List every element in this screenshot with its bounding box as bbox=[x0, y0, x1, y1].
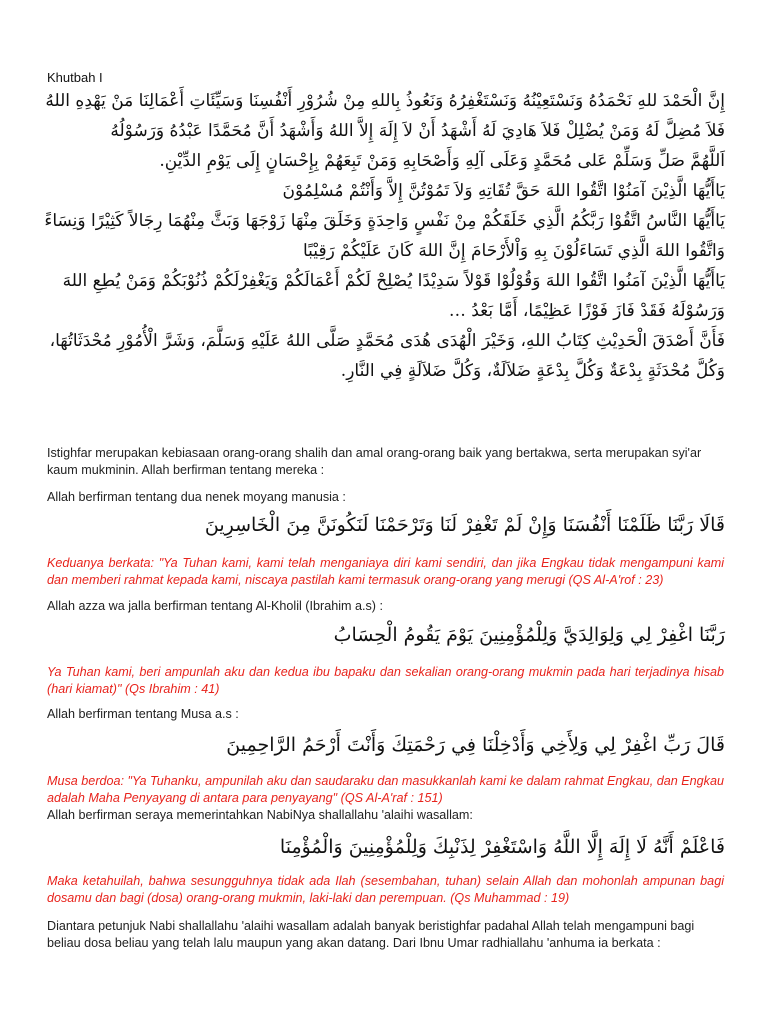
verse-translation: Maka ketahuilah, bahwa sesungguhnya tidak ada Ilah (sesembahan, tuhan) selain Allah dan mohonlah ampunan bagi dosamu dan bagi (dosa) orang-orang mukmin, laki-laki dan perempuan. (Qs Muhammad : 19) bbox=[47, 874, 724, 905]
verse-translation: Ya Tuhan kami, beri ampunlah aku dan kedua ibu bapaku dan sekalian orang-orang mukmin pada hari terjadinya hisab (hari kiamat)" (Qs Ibrahim : 41) bbox=[47, 665, 724, 696]
verse-translation: Keduanya berkata: "Ya Tuhan kami, kami telah menganiaya diri kami sendiri, dan jika Engkau tidak mengampuni kami dan memberi rahmat kepada kami, niscaya pastilah kami termasuk orang-orang yang merugi (QS Al-A'rof : 23) bbox=[47, 556, 724, 587]
arabic-paragraph: يَاأَيُّهَا النَّاسُ اتَّقُوْا رَبَّكُمُ الَّذِي خَلَقَكُمْ مِنْ نَفْسٍ وَاحِدَةٍ وَخَلَقَ مِنْهَا زَوْجَهَا وَبَثَّ مِنْهُمَا رِجَالاً كَثِيْرًا وَنِسَاءً وَاتَّقُوا اللهَ الَّذِي تَسَاءَلُوْنَ بِهِ وَاْلأَرْحَامَ إِنَّ اللهَ كَانَ عَلَيْكُمْ رَقِيْبًا bbox=[44, 211, 725, 261]
arabic-verse: فَاعْلَمْ أَنَّهُ لَا إِلَهَ إِلَّا اللَّهُ وَاسْتَغْفِرْ لِذَنْبِكَ وَلِلْمُؤْمِنِينَ وَالْمُؤْمِنَا bbox=[279, 836, 725, 858]
arabic-paragraph: فَأَنَّ أَصْدَقَ الْحَدِيْثِ كِتَابُ اللهِ، وَخَيْرَ الْهُدَى هُدَى مُحَمَّدٍ صَلَّى اللهُ عَلَيْهِ وَسَلَّمَ، وَشَرَّ الْأُمُوْرِ مُحْدَثَاتُهَا، وَكُلَّ مُحْدَثَةٍ بِدْعَةٌ وَكُلَّ بِدْعَةٍ ضَلاَلَةٌ، وَكُلَّ ضَلاَلَةٍ فِي النَّارِ. bbox=[49, 331, 725, 381]
body-paragraph: Istighfar merupakan kebiasaan orang-orang shalih dan amal orang-orang baik yang bertakwa, serta merupakan syi'ar kaum mukminin. Allah berfirman tentang mereka : bbox=[47, 446, 702, 477]
body-paragraph: Allah berfirman seraya memerintahkan NabiNya shallallahu 'alaihi wasallam: bbox=[47, 808, 473, 822]
page-heading: Khutbah I bbox=[47, 70, 103, 85]
body-paragraph: Allah berfirman tentang Musa a.s : bbox=[47, 707, 239, 721]
arabic-paragraph: يَاأَيُّهَا الَّذِيْنَ آمَنُوا اتَّقُوا اللهَ وَقُوْلُوْا قَوْلاً سَدِيْدًا يُصْلِحْ لَكُمْ أَعْمَالَكُمْ وَيَغْفِرْلَكُمْ ذُنُوْبَكُمْ وَمَنْ يُطِعِ اللهَ وَرَسُوْلَهُ فَقَدْ فَازَ فَوْزًا عَظِيْمًا، أَمَّا بَعْدُ … bbox=[62, 271, 725, 321]
arabic-paragraph: اَللَّهُمَّ صَلِّ وَسَلِّمْ عَلى مُحَمَّدٍ وَعَلَى آلِهِ وَأَصْحَابِهِ وَمَنْ تَبِعَهُمْ بِإِحْسَانٍ إِلَى يَوْمِ الدِّيْنِ. bbox=[159, 151, 725, 171]
arabic-paragraph: يَاأَيُّهَا الَّذِيْنَ آمَنُوْا اتَّقُوا اللهَ حَقَّ تُقَاتِهِ وَلاَ تَمُوْتُنَّ إِلاَّ وَأَنْتُمْ مُسْلِمُوْنَ bbox=[282, 181, 725, 201]
body-paragraph: Diantara petunjuk Nabi shallallahu 'alaihi wasallam adalah banyak beristighfar padahal Allah telah mengampuni bagi beliau dosa beliau yang telah lalu maupun yang akan datang. Dari Ibnu Umar radhiallahu 'anhuma ia berkata : bbox=[47, 919, 695, 950]
arabic-verse: قَالَ رَبِّ اغْفِرْ لِي وَلِأَخِي وَأَدْخِلْنَا فِي رَحْمَتِكَ وَأَنْتَ أَرْحَمُ الرَّاحِمِينَ bbox=[226, 734, 725, 756]
arabic-verse: قَالَا رَبَّنَا ظَلَمْنَا أَنْفُسَنَا وَإِنْ لَمْ تَغْفِرْ لَنَا وَتَرْحَمْنَا لَنَكُونَنَّ مِنَ الْخَاسِرِينَ bbox=[204, 514, 725, 536]
arabic-paragraph: إِنَّ الْحَمْدَ للهِ نَحْمَدُهُ وَنَسْتَعِيْنُهُ وَنَسْتَغْفِرُهُ وَنَعُوذُ بِاللهِ مِنْ شُرُوْرِ أَنْفُسِنَا وَسَيِّئَاتِ أَعْمَالِنَا مَنْ يَهْدِهِ اللهُ فَلاَ مُضِلَّ لَهُ وَمَنْ يُضْلِلْ فَلاَ هَادِيَ لَهُ أَشْهَدُ أَنْ لاَ إِلَهَ إِلاَّ اللهُ وَأَشْهَدُ أَنَّ مُحَمَّدًا عَبْدُهُ وَرَسُوْلُهُ bbox=[45, 91, 725, 141]
arabic-verse: رَبَّنَا اغْفِرْ لِي وَلِوَالِدَيَّ وَلِلْمُؤْمِنِينَ يَوْمَ يَقُومُ الْحِسَابُ bbox=[333, 624, 725, 646]
verse-translation: Musa berdoa: "Ya Tuhanku, ampunilah aku dan saudaraku dan masukkanlah kami ke dalam rahmat Engkau, dan Engkau adalah Maha Penyayang di antara para penyayang" (QS Al-A'raf : 151) bbox=[47, 774, 724, 805]
body-paragraph: Allah azza wa jalla berfirman tentang Al-Kholil (Ibrahim a.s) : bbox=[47, 599, 383, 613]
arabic-opening-khutbah bbox=[40, 86, 725, 386]
body-paragraph: Allah berfirman tentang dua nenek moyang manusia : bbox=[47, 490, 346, 504]
